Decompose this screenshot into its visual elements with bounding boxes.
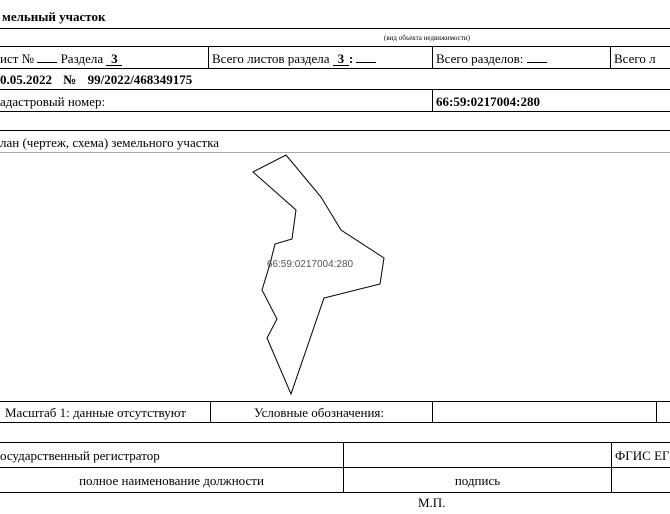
cell-divider — [432, 47, 433, 68]
divider — [0, 89, 670, 90]
section-value: 3 — [106, 52, 122, 66]
divider — [0, 401, 670, 402]
cell-divider — [432, 402, 433, 422]
cadastral-number: 66:59:0217004:280 — [436, 94, 540, 109]
divider — [0, 46, 670, 47]
registrar-label: осударственный регистратор — [0, 448, 160, 463]
divider — [0, 467, 670, 468]
record-line — [0, 72, 192, 88]
total-sections-blank — [527, 51, 547, 63]
total-sheets-suffix: : — [348, 51, 354, 66]
cell-divider — [208, 47, 209, 68]
plan-title: лан (чертеж, схема) земельного участка — [0, 135, 220, 150]
divider — [0, 68, 670, 69]
sheet-label: ист № — [0, 51, 35, 66]
divider — [0, 28, 670, 29]
conventions-label: Условные обозначения: — [254, 405, 385, 420]
cell-divider — [611, 443, 612, 493]
object-title: мельный участок — [2, 9, 106, 24]
divider — [0, 111, 670, 112]
land-plot-plan — [0, 152, 670, 402]
object-type-caption: (вид объекта недвижимости) — [384, 34, 470, 42]
number-sign: № — [63, 72, 77, 87]
record-date: 0.05.2022 — [0, 72, 52, 87]
cell-divider — [656, 402, 657, 422]
scale-label: Масштаб 1: данные отсутствуют — [5, 405, 186, 420]
divider — [0, 442, 670, 443]
signature-caption: подпись — [454, 473, 501, 488]
cadastral-label: адастровый номер: — [0, 94, 106, 109]
divider — [0, 492, 670, 493]
record-number: 99/2022/468349175 — [87, 72, 193, 87]
total-sheets-blank — [356, 51, 376, 63]
sheet-number-blank — [37, 51, 57, 63]
divider — [0, 422, 670, 423]
cell-divider — [610, 47, 611, 68]
sheet-number-field — [0, 51, 122, 67]
total-sheets-tail: Всего л — [614, 51, 656, 66]
divider — [0, 130, 670, 131]
land-plot-outline — [253, 155, 384, 394]
cell-divider — [210, 402, 211, 422]
total-sheets-value: 3 — [333, 52, 349, 66]
section-label: Раздела — [60, 51, 104, 66]
total-sheets-field — [212, 51, 376, 67]
seal-label: М.П. — [418, 495, 446, 510]
parcel-label: 66:59:0217004:280 — [266, 259, 354, 270]
position-caption: полное наименование должности — [79, 473, 264, 488]
total-sheets-label: Всего листов раздела — [212, 51, 330, 66]
cell-divider — [432, 90, 433, 111]
total-sections-field — [436, 51, 547, 67]
system-label: ФГИС ЕГ — [615, 448, 670, 463]
total-sections-label: Всего разделов: — [436, 51, 524, 66]
